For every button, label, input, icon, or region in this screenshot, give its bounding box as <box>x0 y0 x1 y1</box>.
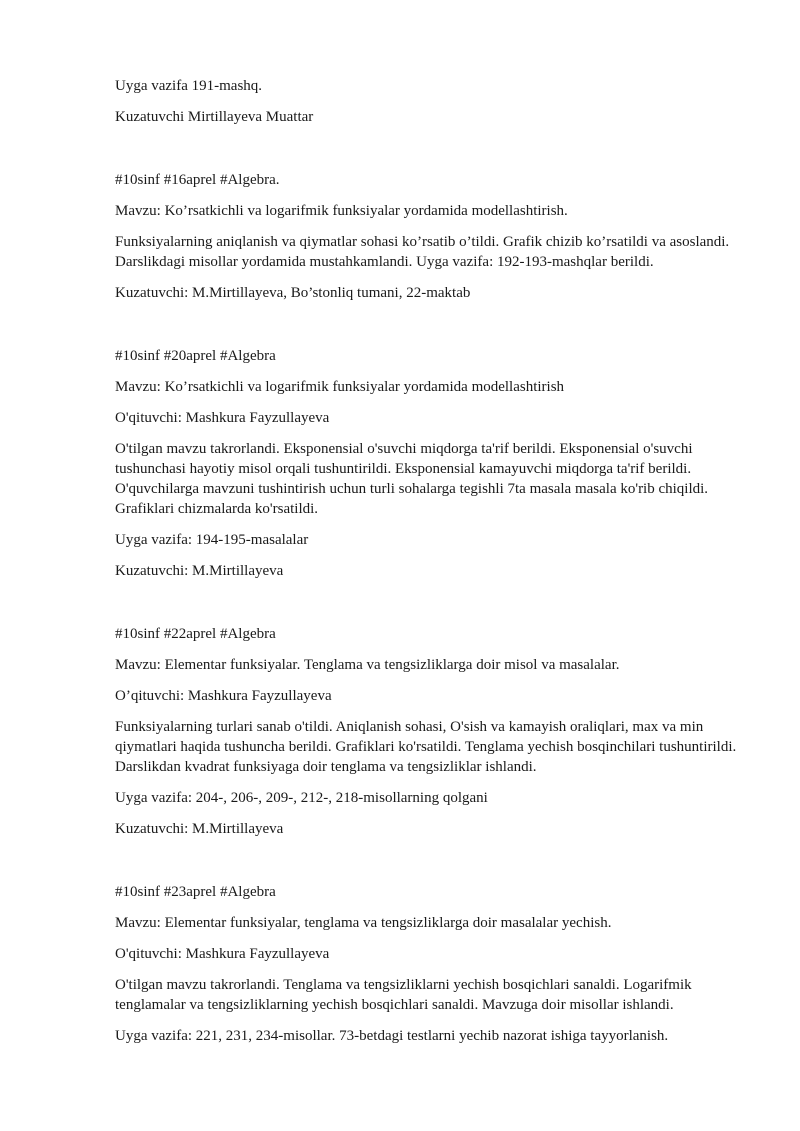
entry-tags: #10sinf #23aprel #Algebra <box>115 884 276 900</box>
entry-homework: Uyga vazifa: 204-, 206-, 209-, 212-, 218-misollarning qolgani <box>115 790 488 806</box>
entry-body: O'tilgan mavzu takrorlandi. Eksponensial o'suvchi miqdorga ta'rif berildi. Eksponensial o'suvchi tushunchasi hayotiy misol orqali tushuntirildi. Eksponensial kamayuvchi miqdorga ta'rif berildi. O'quvchilarga mavzuni tushintirish uchun turli sohalarga tegishli 7ta masala masala ko'rib chiqildi. Grafiklari chizmalarda ko'rsatildi. <box>115 441 709 517</box>
section-gap <box>115 314 740 346</box>
entry-tags: #10sinf #20aprel #Algebra <box>115 348 276 364</box>
entry-observer: Kuzatuvchi: M.Mirtillayeva <box>115 563 284 579</box>
entry-homework: Uyga vazifa: 221, 231, 234-misollar. 73-betdagi testlarni yechib nazorat ishiga tayyorlanish. <box>115 1028 669 1044</box>
entry-body: Funksiyalarning aniqlanish va qiymatlar sohasi ko’rsatib o’tildi. Grafik chizib ko’rsatildi va asoslandi. Darslikdagi misollar yordamida mustahkamlandi. Uyga vazifa: 192-193-mashqlar berildi. <box>115 234 730 270</box>
entry-topic: Mavzu: Ko’rsatkichli va logarifmik funksiyalar yordamida modellashtirish <box>115 379 565 395</box>
entry-topic: Mavzu: Ko’rsatkichli va logarifmik funksiyalar yordamida modellashtirish. <box>115 203 568 219</box>
intro-homework: Uyga vazifa 191-mashq. <box>115 78 263 94</box>
section-gap <box>115 592 740 624</box>
entry-teacher: O’qituvchi: Mashkura Fayzullayeva <box>115 688 332 704</box>
entry-observer: Kuzatuvchi: M.Mirtillayeva, Bo’stonliq tumani, 22-maktab <box>115 285 471 301</box>
document-page <box>115 76 740 1057</box>
section-gap <box>115 850 740 882</box>
entry-tags: #10sinf #16aprel #Algebra. <box>115 172 280 188</box>
entry-teacher: O'qituvchi: Mashkura Fayzullayeva <box>115 410 330 426</box>
entry-topic: Mavzu: Elementar funksiyalar, tenglama va tengsizliklarga doir masalalar yechish. <box>115 915 612 931</box>
entry-tags: #10sinf #22aprel #Algebra <box>115 626 276 642</box>
section-gap <box>115 138 740 170</box>
entry-body: O'tilgan mavzu takrorlandi. Tenglama va tengsizliklarni yechish bosqichlari sanaldi. Logarifmik tenglamalar va tengsizliklarning yechish bosqichlari sanaldi. Mavzuga doir misollar ishlandi. <box>115 977 692 1013</box>
entry-topic: Mavzu: Elementar funksiyalar. Tenglama va tengsizliklarga doir misol va masalalar. <box>115 657 620 673</box>
entry-body: Funksiyalarning turlari sanab o'tildi. Aniqlanish sohasi, O'sish va kamayish oraliqlari, max va min qiymatlari haqida tushuncha berildi. Grafiklari ko'rsatildi. Tenglama yechish bosqinchilari tushuntirildi. Darslikdan kvadrat funksiyaga doir tenglama va tengsizliklar ishlandi. <box>115 719 737 775</box>
entry-teacher: O'qituvchi: Mashkura Fayzullayeva <box>115 946 330 962</box>
entry-homework: Uyga vazifa: 194-195-masalalar <box>115 532 309 548</box>
entry-observer: Kuzatuvchi: M.Mirtillayeva <box>115 821 284 837</box>
intro-observer: Kuzatuvchi Mirtillayeva Muattar <box>115 109 314 125</box>
